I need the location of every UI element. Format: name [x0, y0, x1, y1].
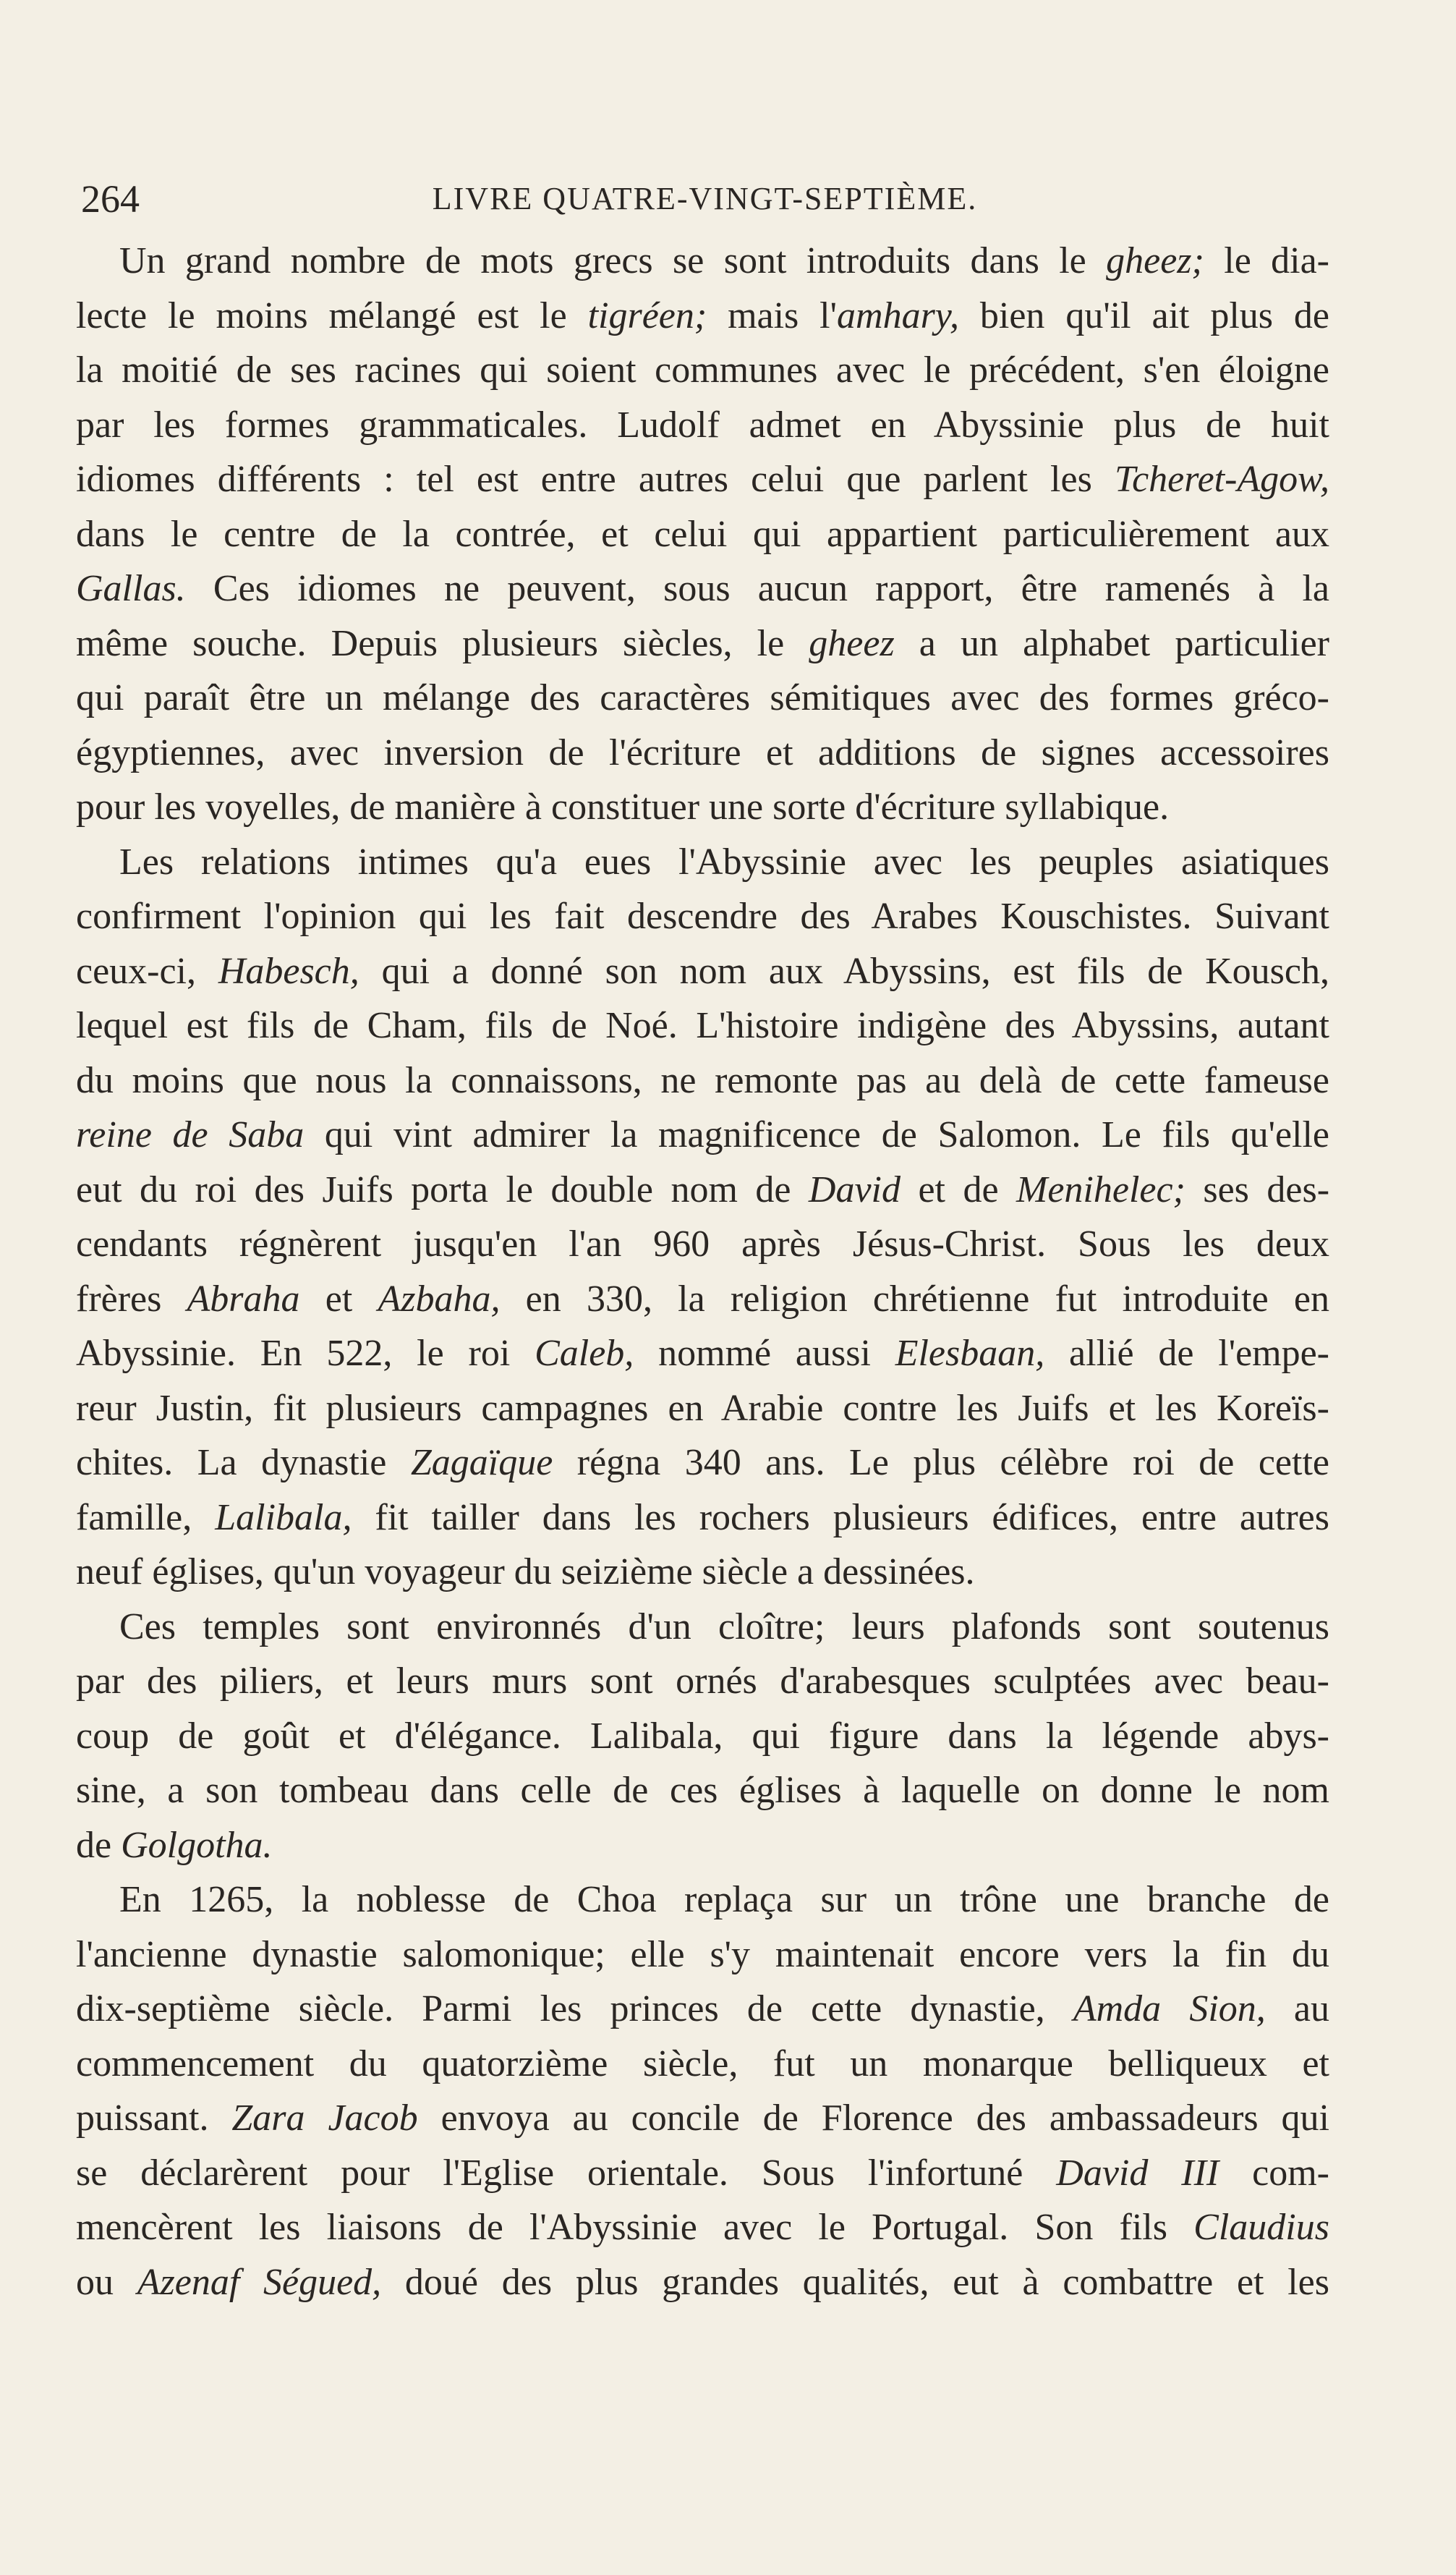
text-line [76, 2255, 1329, 2310]
text-run: frères [76, 1278, 187, 1320]
italic-text: reine de Saba [76, 1114, 305, 1155]
text-line [76, 1381, 1329, 1436]
text-line [76, 1326, 1329, 1381]
text-run: la moitié de ses racines qui soient communes avec le précédent, s'en éloigne [76, 349, 1329, 391]
text-run: mais l' [707, 294, 838, 336]
text-run: ses des- [1185, 1168, 1330, 1210]
text-run: chites. La dynastie [76, 1442, 411, 1483]
text-run: envoya au concile de Florence des ambassadeurs qui [417, 2097, 1330, 2139]
text-run: même souche. Depuis plusieurs siècles, le [76, 622, 809, 664]
text-line [76, 780, 1329, 835]
text-run: confirment l'opinion qui les fait descendre des Arabes Kouschistes. Suivant [76, 896, 1329, 937]
text-run: nommé aussi [634, 1333, 895, 1374]
text-line [76, 2091, 1329, 2146]
text-line [76, 1108, 1329, 1163]
text-line [76, 1435, 1329, 1490]
text-run: Ces temples sont environnés d'un cloître; leurs plafonds sont soutenus [119, 1605, 1329, 1647]
text-run: l'ancienne dynastie salomonique; elle s'y maintenait encore vers la fin du [76, 1933, 1329, 1975]
text-run: ceux-ci, [76, 950, 218, 992]
text-line [76, 1709, 1329, 1764]
text-line [76, 944, 1329, 999]
italic-text: Zara Jacob [231, 2097, 418, 2139]
text-line [76, 561, 1329, 616]
italic-text: amhary, [837, 294, 960, 336]
text-run: cendants régnèrent jusqu'en l'an 960 après Jésus-Christ. Sous les deux [76, 1223, 1329, 1265]
italic-text: Elesbaan, [895, 1333, 1045, 1374]
text-run: au [1265, 1988, 1330, 2029]
italic-text: Tcheret-Agow, [1114, 459, 1329, 500]
text-run: dans le centre de la contrée, et celui qui appartient particulièrement aux [76, 513, 1329, 555]
text-run: allié de l'empe- [1044, 1333, 1329, 1374]
text-line [76, 2146, 1329, 2201]
text-line [76, 2037, 1329, 2092]
text-line [76, 1927, 1329, 1982]
text-run: famille, [76, 1496, 216, 1538]
text-line [76, 1272, 1329, 1327]
text-run: par les formes grammaticales. Ludolf admet en Abyssinie plus de huit [76, 404, 1329, 446]
italic-text: Lalibala, [215, 1496, 352, 1538]
body-text [76, 234, 1329, 2309]
page-number: 264 [81, 177, 140, 221]
text-run: En 1265, la noblesse de Choa replaça sur un trône une branche de [119, 1879, 1329, 1920]
text-run: et [299, 1278, 378, 1320]
text-run: lecte le moins mélangé est le [76, 294, 588, 336]
text-line [76, 835, 1329, 890]
text-run: du moins que nous la connaissons, ne remonte pas au delà de cette fameuse [76, 1059, 1329, 1101]
text-run: coup de goût et d'élégance. Lalibala, qui figure dans la légende abys- [76, 1715, 1329, 1757]
text-run: le dia- [1204, 240, 1329, 281]
running-head: LIVRE QUATRE-VINGT-SEPTIÈME. [432, 181, 978, 216]
text-run: par des piliers, et leurs murs sont ornés d'arabesques sculptées avec beau- [76, 1660, 1329, 1702]
text-line [76, 616, 1329, 671]
text-run: mencèrent les liaisons de l'Abyssinie avec le Portugal. Son fils [76, 2207, 1194, 2248]
italic-text: gheez [809, 622, 895, 664]
text-run: se déclarèrent pour l'Eglise orientale. Sous l'infortuné [76, 2152, 1057, 2194]
text-line [76, 889, 1329, 944]
text-line [76, 1654, 1329, 1709]
text-run: pour les voyelles, de manière à constituer une sorte d'écriture syllabique. [76, 786, 1170, 828]
italic-text: Zagaïque [410, 1442, 553, 1483]
text-line [76, 998, 1329, 1053]
paragraph [76, 1872, 1329, 2309]
text-run: Un grand nombre de mots grecs se sont introduits dans le [119, 240, 1107, 281]
text-line [76, 1490, 1329, 1545]
italic-text: gheez; [1106, 240, 1204, 281]
paragraph [76, 835, 1329, 1600]
text-run: Abyssinie. En 522, le roi [76, 1333, 535, 1374]
italic-text: tigréen; [587, 294, 707, 336]
text-run: neuf églises, qu'un voyageur du seizième siècle a dessinées. [76, 1551, 975, 1592]
text-line [76, 2200, 1329, 2255]
text-run: qui paraît être un mélange des caractères sémitiques avec des formes gréco- [76, 677, 1329, 718]
paragraph [76, 1600, 1329, 1873]
text-line [76, 1545, 1329, 1600]
text-run: dix-septième siècle. Parmi les princes de cette dynastie, [76, 1988, 1073, 2029]
text-line [76, 452, 1329, 507]
italic-text: Azbaha, [378, 1278, 501, 1320]
text-line [76, 343, 1329, 398]
text-run: puissant. [76, 2097, 232, 2139]
text-run: doué des plus grandes qualités, eut à combattre et les [381, 2261, 1330, 2303]
text-line [76, 1600, 1329, 1655]
text-line [76, 289, 1329, 344]
italic-text: Gallas. [76, 568, 186, 609]
text-line [76, 1818, 1329, 1873]
page-header [81, 174, 1329, 224]
text-run: de [76, 1824, 122, 1866]
text-run: com- [1219, 2152, 1329, 2194]
text-run: bien qu'il ait plus de [959, 294, 1330, 336]
italic-text: Golgotha. [121, 1824, 273, 1866]
text-run: sine, a son tombeau dans celle de ces églises à laquelle on donne le nom [76, 1770, 1329, 1811]
text-line [76, 398, 1329, 453]
text-run: ou [76, 2261, 137, 2303]
italic-text: Claudius [1193, 2207, 1329, 2248]
text-run: eut du roi des Juifs porta le double nom de [76, 1168, 809, 1210]
text-run: idiomes différents : tel est entre autres celui que parlent les [76, 459, 1115, 500]
text-run: qui a donné son nom aux Abyssins, est fils de Kousch, [359, 950, 1329, 992]
text-line [76, 1163, 1329, 1218]
text-run: commencement du quatorzième siècle, fut un monarque belliqueux et [76, 2042, 1329, 2084]
text-line [76, 1872, 1329, 1927]
text-run: reur Justin, fit plusieurs campagnes en Arabie contre les Juifs et les Koreïs- [76, 1387, 1329, 1429]
text-run: a un alphabet particulier [894, 622, 1329, 664]
italic-text: Habesch, [218, 950, 359, 992]
text-run: Ces idiomes ne peuvent, sous aucun rapport, être ramenés à la [185, 568, 1329, 609]
text-line [76, 726, 1329, 781]
text-run: régna 340 ans. Le plus célèbre roi de cette [553, 1442, 1329, 1483]
text-line [76, 234, 1329, 289]
text-run: et de [901, 1168, 1017, 1210]
italic-text: Amda Sion, [1073, 1988, 1266, 2029]
italic-text: David [808, 1168, 901, 1210]
text-line [76, 1763, 1329, 1818]
italic-text: Azenaf Ségued, [137, 2261, 382, 2303]
text-run: égyptiennes, avec inversion de l'écriture et additions de signes accessoires [76, 731, 1329, 773]
italic-text: Abraha [187, 1278, 300, 1320]
italic-text: Menihelec; [1016, 1168, 1185, 1210]
text-run: fit tailler dans les rochers plusieurs édifices, entre autres [352, 1496, 1329, 1538]
text-line [76, 671, 1329, 726]
text-line [76, 1217, 1329, 1272]
italic-text: David III [1056, 2152, 1219, 2194]
text-run: Les relations intimes qu'a eues l'Abyssinie avec les peuples asiatiques [119, 841, 1329, 883]
text-run: qui vint admirer la magnificence de Salomon. Le fils qu'elle [304, 1114, 1329, 1155]
text-run: en 330, la religion chrétienne fut introduite en [500, 1278, 1329, 1320]
paragraph [76, 234, 1329, 835]
text-line [76, 1982, 1329, 2037]
italic-text: Caleb, [535, 1333, 634, 1374]
text-run: lequel est fils de Cham, fils de Noé. L'histoire indigène des Abyssins, autant [76, 1005, 1329, 1046]
text-line [76, 1053, 1329, 1108]
text-line [76, 507, 1329, 562]
